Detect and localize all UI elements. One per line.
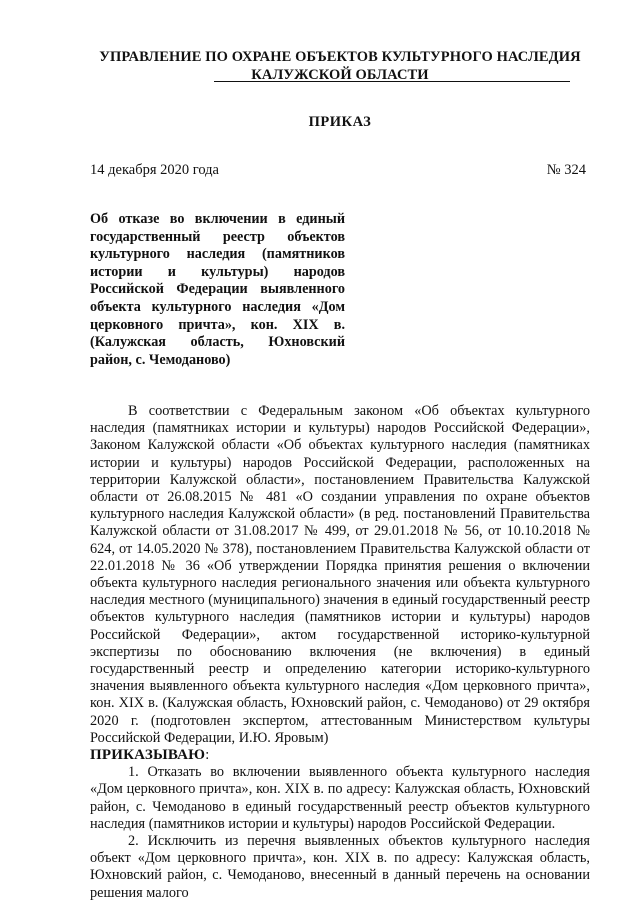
authority-name-line1: УПРАВЛЕНИЕ ПО ОХРАНЕ ОБЪЕКТОВ КУЛЬТУРНОГО НАСЛЕДИЯ	[99, 49, 581, 65]
order-number: № 324	[546, 162, 586, 178]
order-item-1	[90, 764, 590, 833]
document-type-title: ПРИКАЗ	[308, 114, 372, 130]
order-directive	[90, 747, 590, 764]
header-underline	[214, 81, 570, 82]
order-body	[90, 403, 590, 902]
order-directive-word: ПРИКАЗЫВАЮ	[90, 747, 206, 764]
authority-name-line2: КАЛУЖСКОЙ ОБЛАСТИ	[251, 67, 429, 83]
order-item-2	[90, 833, 590, 902]
order-directive-colon: :	[205, 747, 210, 764]
order-item-text: 2. Исключить из перечня выявленных объектов культурного наследия объект «Дом церковного причта», кон. XIX в. по адресу: Калужская область, Юхновский район, с. Чемоданово, внесенный в данный перечень на основании решения малого	[90, 833, 590, 901]
order-subject: Об отказе во включении в единый государственный реестр объектов культурного наследия (памятников истории и культуры) народов Российской Федерации выявленного объекта культурного наследия «Дом церковного причта», кон. XIX в. (Калужская область, Юхновский район, с. Чемоданово)	[90, 211, 345, 368]
issuing-authority-header	[70, 48, 610, 84]
order-date: 14 декабря 2020 года	[90, 162, 219, 178]
order-item-text: 1. Отказать во включении выявленного объекта культурного наследия «Дом церковного причта», кон. XIX в. по адресу: Калужская область, Юхновский район, с. Чемоданово в единый государственный реестр объектов культурного наследия (памятников истории и культуры) народов Российской Федерации.	[90, 764, 590, 832]
preamble-paragraph: В соответствии с Федеральным законом «Об объектах культурного наследия (памятниках истории и культуры) народов Российской Федерации», Законом Калужской области «Об объектах культурного наследия (памятниках истории и культуры) народов Российской Федерации, расположенных на территории Калужской области», постановлением Правительства Калужской области от 26.08.2015 № 481 «О создании управления по охране объектов культурного наследия Калужской области» (в ред. постановлений Правительства Калужской области от 31.08.2017 № 499, от 29.01.2018 № 56, от 10.10.2018 № 624, от 14.05.2020 № 378), постановлением Правительства Калужской области от 22.01.2018 № 36 «Об утверждении Порядка принятия решения о включении объекта культурного наследия регионального значения или объекта культурного наследия местного (муниципального) значения в единый государственный реестр объектов культурного наследия (памятников истории и культуры) народов Российской Федерации», актом государственной историко-культурной экспертизы по обоснованию включения (не включения) в единый государственный реестр и определению категории историко-культурного значения выявленного объекта культурного наследия «Дом церковного причта», кон. XIX в. (Калужская область, Юхновский район, с. Чемоданово) от 29 октября 2020 г. (подготовлен экспертом, аттестованным Министерством культуры Российской Федерации, И.Ю. Яровым)	[90, 403, 590, 746]
